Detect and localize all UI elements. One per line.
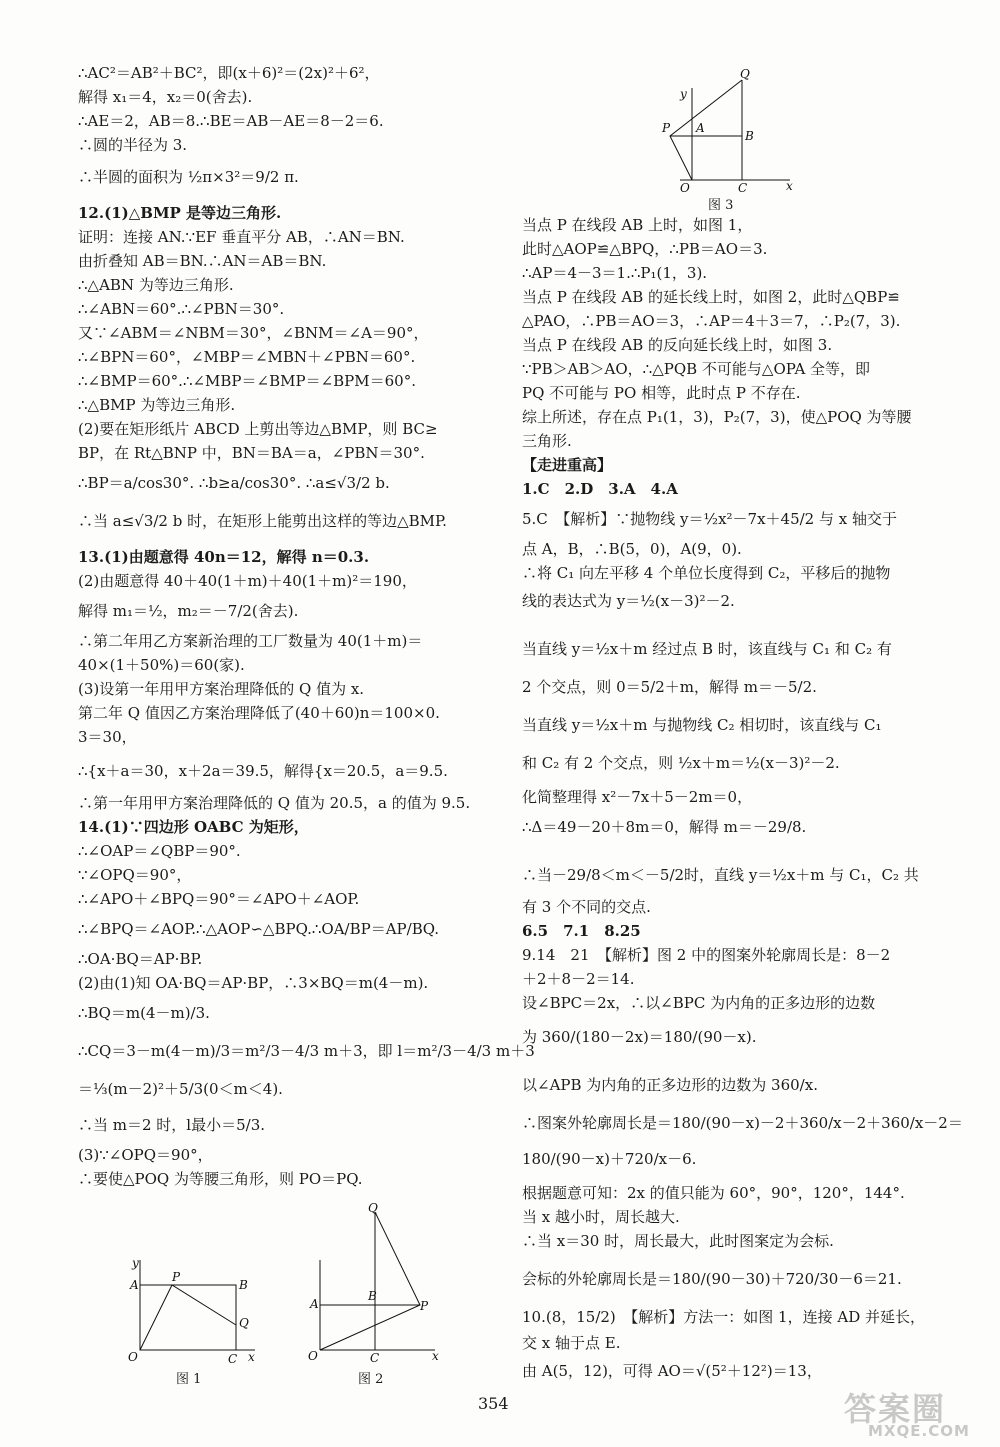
text-line: 有 3 个不同的交点. <box>522 898 651 916</box>
text-line: ∴当 m＝2 时，l最小＝5/3. <box>78 1116 266 1134</box>
figure-1 <box>120 1255 260 1365</box>
svg-text:C: C <box>370 1351 380 1365</box>
svg-text:P: P <box>172 1270 181 1284</box>
text-line: ∴AC²＝AB²＋BC²，即(x＋6)²＝(2x)²＋6²， <box>78 64 380 82</box>
text-line: ∴∠BMP＝60°.∴∠MBP＝∠BMP＝∠BPM＝60°. <box>78 372 416 390</box>
svg-text:A: A <box>130 1278 139 1292</box>
watermark-logo <box>838 1384 998 1444</box>
text-line: 会标的外轮廓周长是＝180/(90－30)＋720/30－6＝21. <box>522 1270 902 1288</box>
svg-text:O: O <box>680 181 690 193</box>
svg-text:B: B <box>745 129 754 143</box>
text-line: 化简整理得 x²－7x＋5－2m＝0， <box>522 788 753 806</box>
text-line: 10.(8，15/2) 【解析】方法一：如图 1，连接 AD 并延长， <box>522 1308 925 1326</box>
text-line: (2)由题意得 40＋40(1＋m)＋40(1＋m)²＝190， <box>78 572 417 590</box>
text-line: ＋2＋8－2＝14. <box>522 970 635 988</box>
text-line: 5.C 【解析】∵抛物线 y＝½x²－7x＋45/2 与 x 轴交于 <box>522 510 897 528</box>
text-line: 当点 P 在线段 AB 的反向延长线上时，如图 3. <box>522 336 833 354</box>
svg-text:P: P <box>662 121 671 135</box>
text-line: ∴当 x＝30 时，周长最大，此时图案定为会标. <box>522 1232 834 1250</box>
text-line: ∴要使△POQ 为等腰三角形，则 PO＝PQ. <box>78 1170 363 1188</box>
text-line: ∴圆的半径为 3. <box>78 136 188 154</box>
text-line: 以∠APB 为内角的正多边形的边数为 360/x. <box>522 1076 818 1094</box>
text-line: ∴图案外轮廓周长是＝180/(90－x)－2＋360/x－2＋360/x－2＝ <box>522 1114 963 1132</box>
text-line: 交 x 轴于点 E. <box>522 1334 621 1352</box>
text-line: ∴△ABN 为等边三角形. <box>78 276 234 294</box>
figure-2-caption: 图 2 <box>358 1372 384 1387</box>
answers-6-8: 6.5 7.1 8.25 <box>522 922 641 940</box>
svg-text:y: y <box>680 87 687 101</box>
text-line: 由折叠知 AB＝BN.∴AN＝AB＝BN. <box>78 252 327 270</box>
text-line: ∴将 C₁ 向左平移 4 个单位长度得到 C₂，平移后的抛物 <box>522 564 891 582</box>
svg-text:Q: Q <box>368 1201 378 1215</box>
text-line: ∴AE＝2，AB＝8.∴BE＝AB－AE＝8－2＝6. <box>78 112 384 130</box>
svg-text:x: x <box>432 1349 439 1363</box>
text-line: ∴当－29/8＜m＜－5/2时，直线 y＝½x＋m 与 C₁，C₂ 共 <box>522 866 919 884</box>
svg-text:x: x <box>786 179 793 193</box>
answers-1-4: 1.C 2.D 3.A 4.A <box>522 480 678 498</box>
text-line: (3)∵∠OPQ＝90°， <box>78 1146 213 1164</box>
svg-text:O: O <box>128 1350 138 1364</box>
text-line: 此时△AOP≌△BPQ，∴PB＝AO＝3. <box>522 240 768 258</box>
text-line: ∴BP＝a/cos30°. ∴b≥a/cos30°. ∴a≤√3/2 b. <box>78 474 390 492</box>
text-line: (2)要在矩形纸片 ABCD 上剪出等边△BMP，则 BC≥ <box>78 420 438 438</box>
text-line: BP，在 Rt△BNP 中，BN＝BA＝a，∠PBN＝30°. <box>78 444 425 462</box>
section-heading: 【走进重高】 <box>522 456 613 474</box>
text-line: ∴∠APO＋∠BPQ＝90°＝∠APO＋∠AOP. <box>78 890 360 908</box>
svg-text:B: B <box>368 1289 377 1303</box>
text-line: 当点 P 在线段 AB 上时，如图 1， <box>522 216 753 234</box>
text-line: ∵∠OPQ＝90°， <box>78 866 192 884</box>
text-line: ∴OA·BQ＝AP·BP. <box>78 950 203 968</box>
text-line: ＝⅓(m－2)²＋5/3(0＜m＜4). <box>78 1080 283 1098</box>
text-line: 第二年 Q 值因乙方案治理降低了(40＋60)n＝100×0. <box>78 704 440 722</box>
text-line: ∴第二年用乙方案新治理的工厂数量为 40(1＋m)＝ <box>78 632 423 650</box>
text-line: ∴{x＋a＝30，x＋2a＝39.5，解得{x＝20.5，a＝9.5. <box>78 762 448 780</box>
text-line: 当点 P 在线段 AB 的延长线上时，如图 2，此时△QBP≌ <box>522 288 900 306</box>
text-line: 180/(90－x)＋720/x－6. <box>522 1150 697 1168</box>
text-line: ∴Δ＝49－20＋8m＝0，解得 m＝－29/8. <box>522 818 807 836</box>
text-line: PQ 不可能与 PO 相等，此时点 P 不存在. <box>522 384 801 402</box>
watermark-text: 答案圈 <box>844 1390 947 1428</box>
text-line: 三角形. <box>522 432 572 450</box>
problem-12-heading: 12.(1)△BMP 是等边三角形. <box>78 204 282 222</box>
page-number: 354 <box>478 1394 509 1413</box>
text-line: ∴BQ＝m(4－m)/3. <box>78 1004 210 1022</box>
problem-13-heading: 13.(1)由题意得 40n＝12，解得 n＝0.3. <box>78 548 370 566</box>
figure-3-caption: 图 3 <box>708 198 734 213</box>
text-line: 为 360/(180－2x)＝180/(90－x). <box>522 1028 757 1046</box>
text-line: 根据题意可知：2x 的值只能为 60°，90°，120°，144°. <box>522 1184 905 1202</box>
figure-1-caption: 图 1 <box>176 1372 202 1387</box>
text-line: ∴AP＝4－3＝1.∴P₁(1，3). <box>522 264 708 282</box>
text-line: 证明：连接 AN.∵EF 垂直平分 AB，∴AN＝BN. <box>78 228 405 246</box>
text-line: 3＝30， <box>78 728 137 746</box>
text-line: ∴∠BPQ＝∠AOP.∴△AOP∽△BPQ.∴OA/BP＝AP/BQ. <box>78 920 440 938</box>
text-line: 40×(1＋50%)＝60(家). <box>78 656 245 674</box>
text-line: 当直线 y＝½x＋m 与抛物线 C₂ 相切时，该直线与 C₁ <box>522 716 882 734</box>
text-line: ∴∠OAP＝∠QBP＝90°. <box>78 842 241 860</box>
svg-text:C: C <box>228 1352 238 1365</box>
svg-text:y: y <box>132 1256 139 1270</box>
text-line: ∴CQ＝3－m(4－m)/3＝m²/3－4/3 m＋3，即 l＝m²/3－4/3 m＋3 <box>78 1042 535 1060</box>
figure-2 <box>300 1200 450 1365</box>
text-line: ∴半圆的面积为 ½π×3²＝9/2 π. <box>78 168 299 186</box>
text-line: 当 x 越小时，周长越大. <box>522 1208 680 1226</box>
problem-14-heading: 14.(1)∵四边形 OABC 为矩形， <box>78 818 309 836</box>
text-line: △PAO，∴PB＝AO＝3，∴AP＝4＋3＝7，∴P₂(7，3). <box>522 312 901 330</box>
text-line: 又∵∠ABM＝∠NBM＝30°，∠BNM＝∠A＝90°， <box>78 324 429 342</box>
text-line: 由 A(5，12)，可得 AO＝√(5²＋12²)＝13， <box>522 1362 822 1380</box>
watermark-url: MXQE.COM <box>868 1422 970 1440</box>
text-line: 当直线 y＝½x＋m 经过点 B 时，该直线与 C₁ 和 C₂ 有 <box>522 640 892 658</box>
figure-3 <box>650 68 800 193</box>
text-line: 线的表达式为 y＝½(x－3)²－2. <box>522 592 735 610</box>
text-line: 解得 x₁＝4，x₂＝0(舍去). <box>78 88 253 106</box>
text-line: ∴∠BPN＝60°，∠MBP＝∠MBN＋∠PBN＝60°. <box>78 348 416 366</box>
text-line: 综上所述，存在点 P₁(1，3)，P₂(7，3)，使△POQ 为等腰 <box>522 408 912 426</box>
text-line: ∴△BMP 为等边三角形. <box>78 396 236 414</box>
text-line: 设∠BPC＝2x，∴以∠BPC 为内角的正多边形的边数 <box>522 994 876 1012</box>
text-line: ∴当 a≤√3/2 b 时，在矩形上能剪出这样的等边△BMP. <box>78 512 447 530</box>
text-line: 2 个交点，则 0＝5/2＋m，解得 m＝－5/2. <box>522 678 817 696</box>
text-line: ∵PB＞AB＞AO，∴△PQB 不可能与△OPA 全等，即 <box>522 360 871 378</box>
svg-text:Q: Q <box>740 68 750 81</box>
svg-text:C: C <box>738 181 748 193</box>
text-line: 9.14 21 【解析】图 2 中的图案外轮廓周长是：8－2 <box>522 946 891 964</box>
svg-text:P: P <box>420 1299 429 1313</box>
svg-text:A: A <box>310 1297 319 1311</box>
text-line: 和 C₂ 有 2 个交点，则 ½x＋m＝½(x－3)²－2. <box>522 754 840 772</box>
svg-text:B: B <box>239 1278 248 1292</box>
svg-text:x: x <box>248 1350 255 1364</box>
svg-text:O: O <box>308 1349 318 1363</box>
text-line: 解得 m₁＝½，m₂＝－7/2(舍去). <box>78 602 299 620</box>
text-line: ∴∠ABN＝60°.∴∠PBN＝30°. <box>78 300 285 318</box>
svg-text:Q: Q <box>239 1316 249 1330</box>
text-line: 点 A，B，∴B(5，0)，A(9，0). <box>522 540 742 558</box>
svg-text:A: A <box>696 121 705 135</box>
text-line: (3)设第一年用甲方案治理降低的 Q 值为 x. <box>78 680 365 698</box>
text-line: (2)由(1)知 OA·BQ＝AP·BP，∴3×BQ＝m(4－m). <box>78 974 429 992</box>
text-line: ∴第一年用甲方案治理降低的 Q 值为 20.5，a 的值为 9.5. <box>78 794 471 812</box>
